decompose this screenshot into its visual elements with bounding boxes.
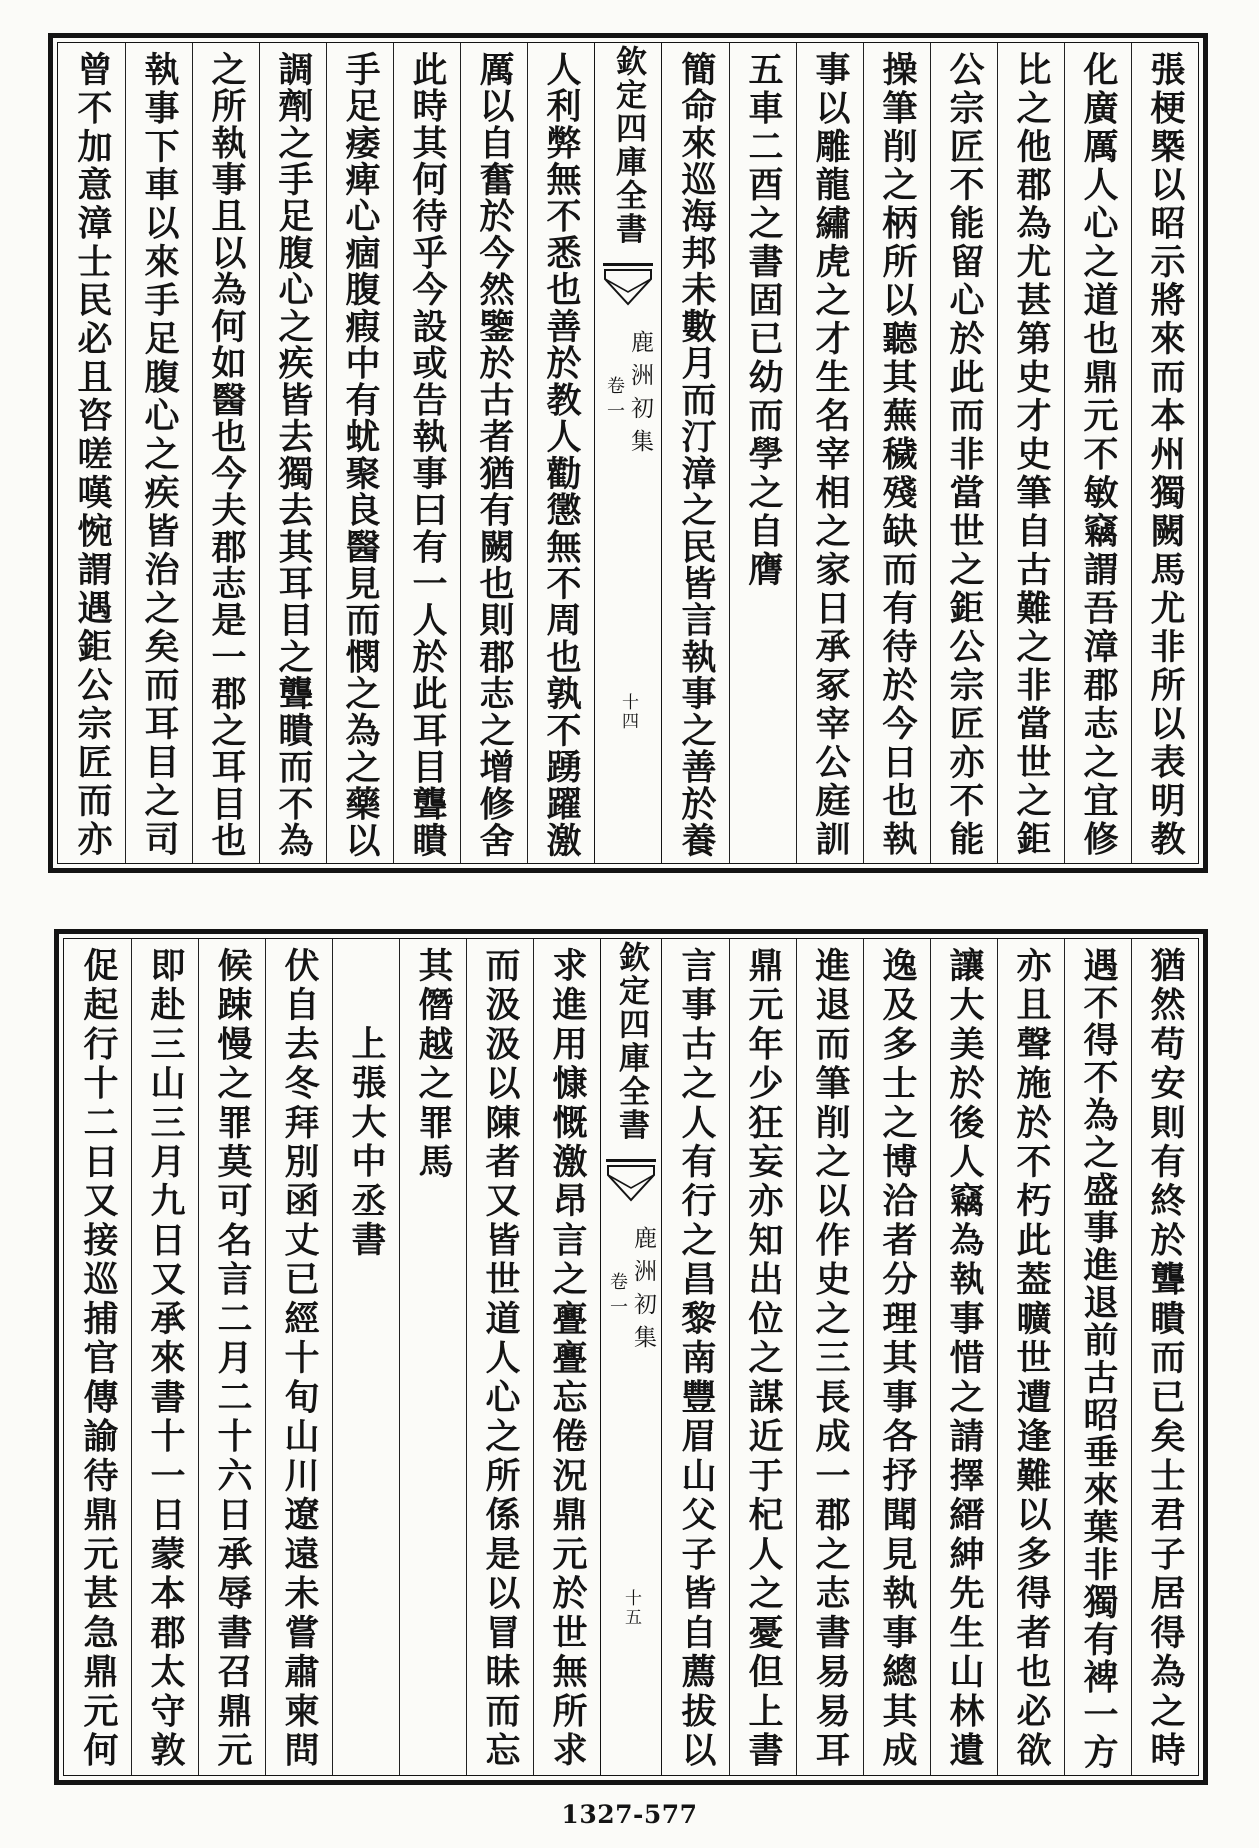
text-column: 人利弊無不悉也善於教人勸懲無不周也孰不踴躍激 xyxy=(527,43,594,863)
band-book-info xyxy=(605,1226,657,1358)
text-column: 執事下車以來手足腹心之疾皆治之矣而耳目之司 xyxy=(125,43,192,863)
text-column: 五車二酉之書固已幼而學之自膺 xyxy=(729,43,796,863)
text-column: 簡命來巡海邦未數月而汀漳之民皆言執事之善於養 xyxy=(676,51,717,859)
band-folio-number: 十四 xyxy=(618,693,638,731)
center-band xyxy=(594,43,662,863)
text-column: 猶然苟安則有終於聾瞶而已矣士君子居得為之時 xyxy=(1131,939,1198,1775)
text-column: 之所執事且以為何如醫也今夫郡志是一郡之耳目也 xyxy=(192,43,259,863)
catalog-page-number: 1327-577 xyxy=(561,1800,698,1829)
text-column: 手足痿痺心痼腹瘕中有蚘聚良醫見而憫之為之藥以 xyxy=(326,43,393,863)
text-column: 候踈慢之罪莫可名言二月二十六日承辱書召鼎元 xyxy=(198,939,265,1775)
band-book-title: 鹿洲初集 xyxy=(627,330,653,462)
text-column: 調劑之手足腹心之疾皆去獨去其耳目之聾瞶而不為 xyxy=(259,43,326,863)
text-column: 即赴三山三月九日又承來書十一日蒙本郡太守敦 xyxy=(131,939,198,1775)
text-column: 公宗匠不能留心於此而非當世之鉅公宗匠亦不能 xyxy=(930,43,997,863)
band-book-info xyxy=(602,330,654,462)
fish-tail-ornament xyxy=(606,1158,656,1204)
text-column: 而汲汲以陳者又皆世道人心之所係是以冒昧而忘 xyxy=(466,939,533,1775)
band-book-title: 鹿洲初集 xyxy=(630,1226,656,1358)
text-column: 厲以自奮於今然鑒於古者猶有闕也則郡志之增修舍 xyxy=(460,43,527,863)
text-column: 比之他郡為尤甚第史才史筆自古難之非當世之鉅 xyxy=(997,43,1064,863)
text-column: 鼎元年少狂妄亦知出位之謀近于杞人之憂但上書 xyxy=(729,939,796,1775)
text-column: 讓大美於後人竊為執事惜之請擇縉紳先生山林遺 xyxy=(930,939,997,1775)
text-column: 遇不得不為之盛事進退前古昭垂來葉非獨有裨一方 xyxy=(1064,939,1131,1775)
text-column: 進退而筆削之以作史之三長成一郡之志書易易耳 xyxy=(796,939,863,1775)
band-volume: 卷一 xyxy=(607,1272,628,1322)
text-column: 張梗槩以昭示將來而本州獨闕馬尤非所以表明教 xyxy=(1131,43,1198,863)
band-series-title: 欽定四庫全書 xyxy=(613,941,649,1142)
text-column: 言事古之人有行之昌黎南豐眉山父子皆自薦拔以 xyxy=(676,947,717,1771)
band-series-title: 欽定四庫全書 xyxy=(610,45,646,246)
leaf-frame xyxy=(57,42,1199,864)
letter-title: 上張大中丞書 xyxy=(332,939,399,1775)
band-volume: 卷一 xyxy=(604,376,625,426)
text-column: 其僭越之罪馬 xyxy=(399,939,466,1775)
lower-leaf xyxy=(54,929,1208,1785)
band-folio-number: 十五 xyxy=(621,1589,641,1627)
fish-tail-ornament xyxy=(603,262,653,308)
upper-leaf xyxy=(48,33,1208,873)
text-column: 操筆削之柄所以聽其蕪穢殘缺而有待於今日也執 xyxy=(863,43,930,863)
text-column: 促起行十二日又接巡捕官傳諭待鼎元甚急鼎元何 xyxy=(78,947,119,1771)
text-column: 曾不加意漳士民必且咨嗟嘆惋謂遇鉅公宗匠而亦 xyxy=(72,51,113,859)
text-column: 逸及多士之博洽者分理其事各抒聞見執事總其成 xyxy=(863,939,930,1775)
center-band xyxy=(600,939,662,1775)
text-column: 亦且聲施於不朽此葢曠世遭逢難以多得者也必欲 xyxy=(997,939,1064,1775)
text-column: 化廣厲人心之道也鼎元不敏竊謂吾漳郡志之宜修 xyxy=(1064,43,1131,863)
leaf-frame xyxy=(63,938,1199,1776)
text-column: 求進用慷慨激昂言之亹亹忘倦況鼎元於世無所求 xyxy=(533,939,600,1775)
text-column: 此時其何待乎今設或告執事曰有一人於此耳目聾瞶 xyxy=(393,43,460,863)
text-column: 伏自去冬拜別函丈已經十旬山川遼遠未嘗肅柬問 xyxy=(265,939,332,1775)
text-column: 事以雕龍繡虎之才生名宰相之家日承冢宰公庭訓 xyxy=(796,43,863,863)
